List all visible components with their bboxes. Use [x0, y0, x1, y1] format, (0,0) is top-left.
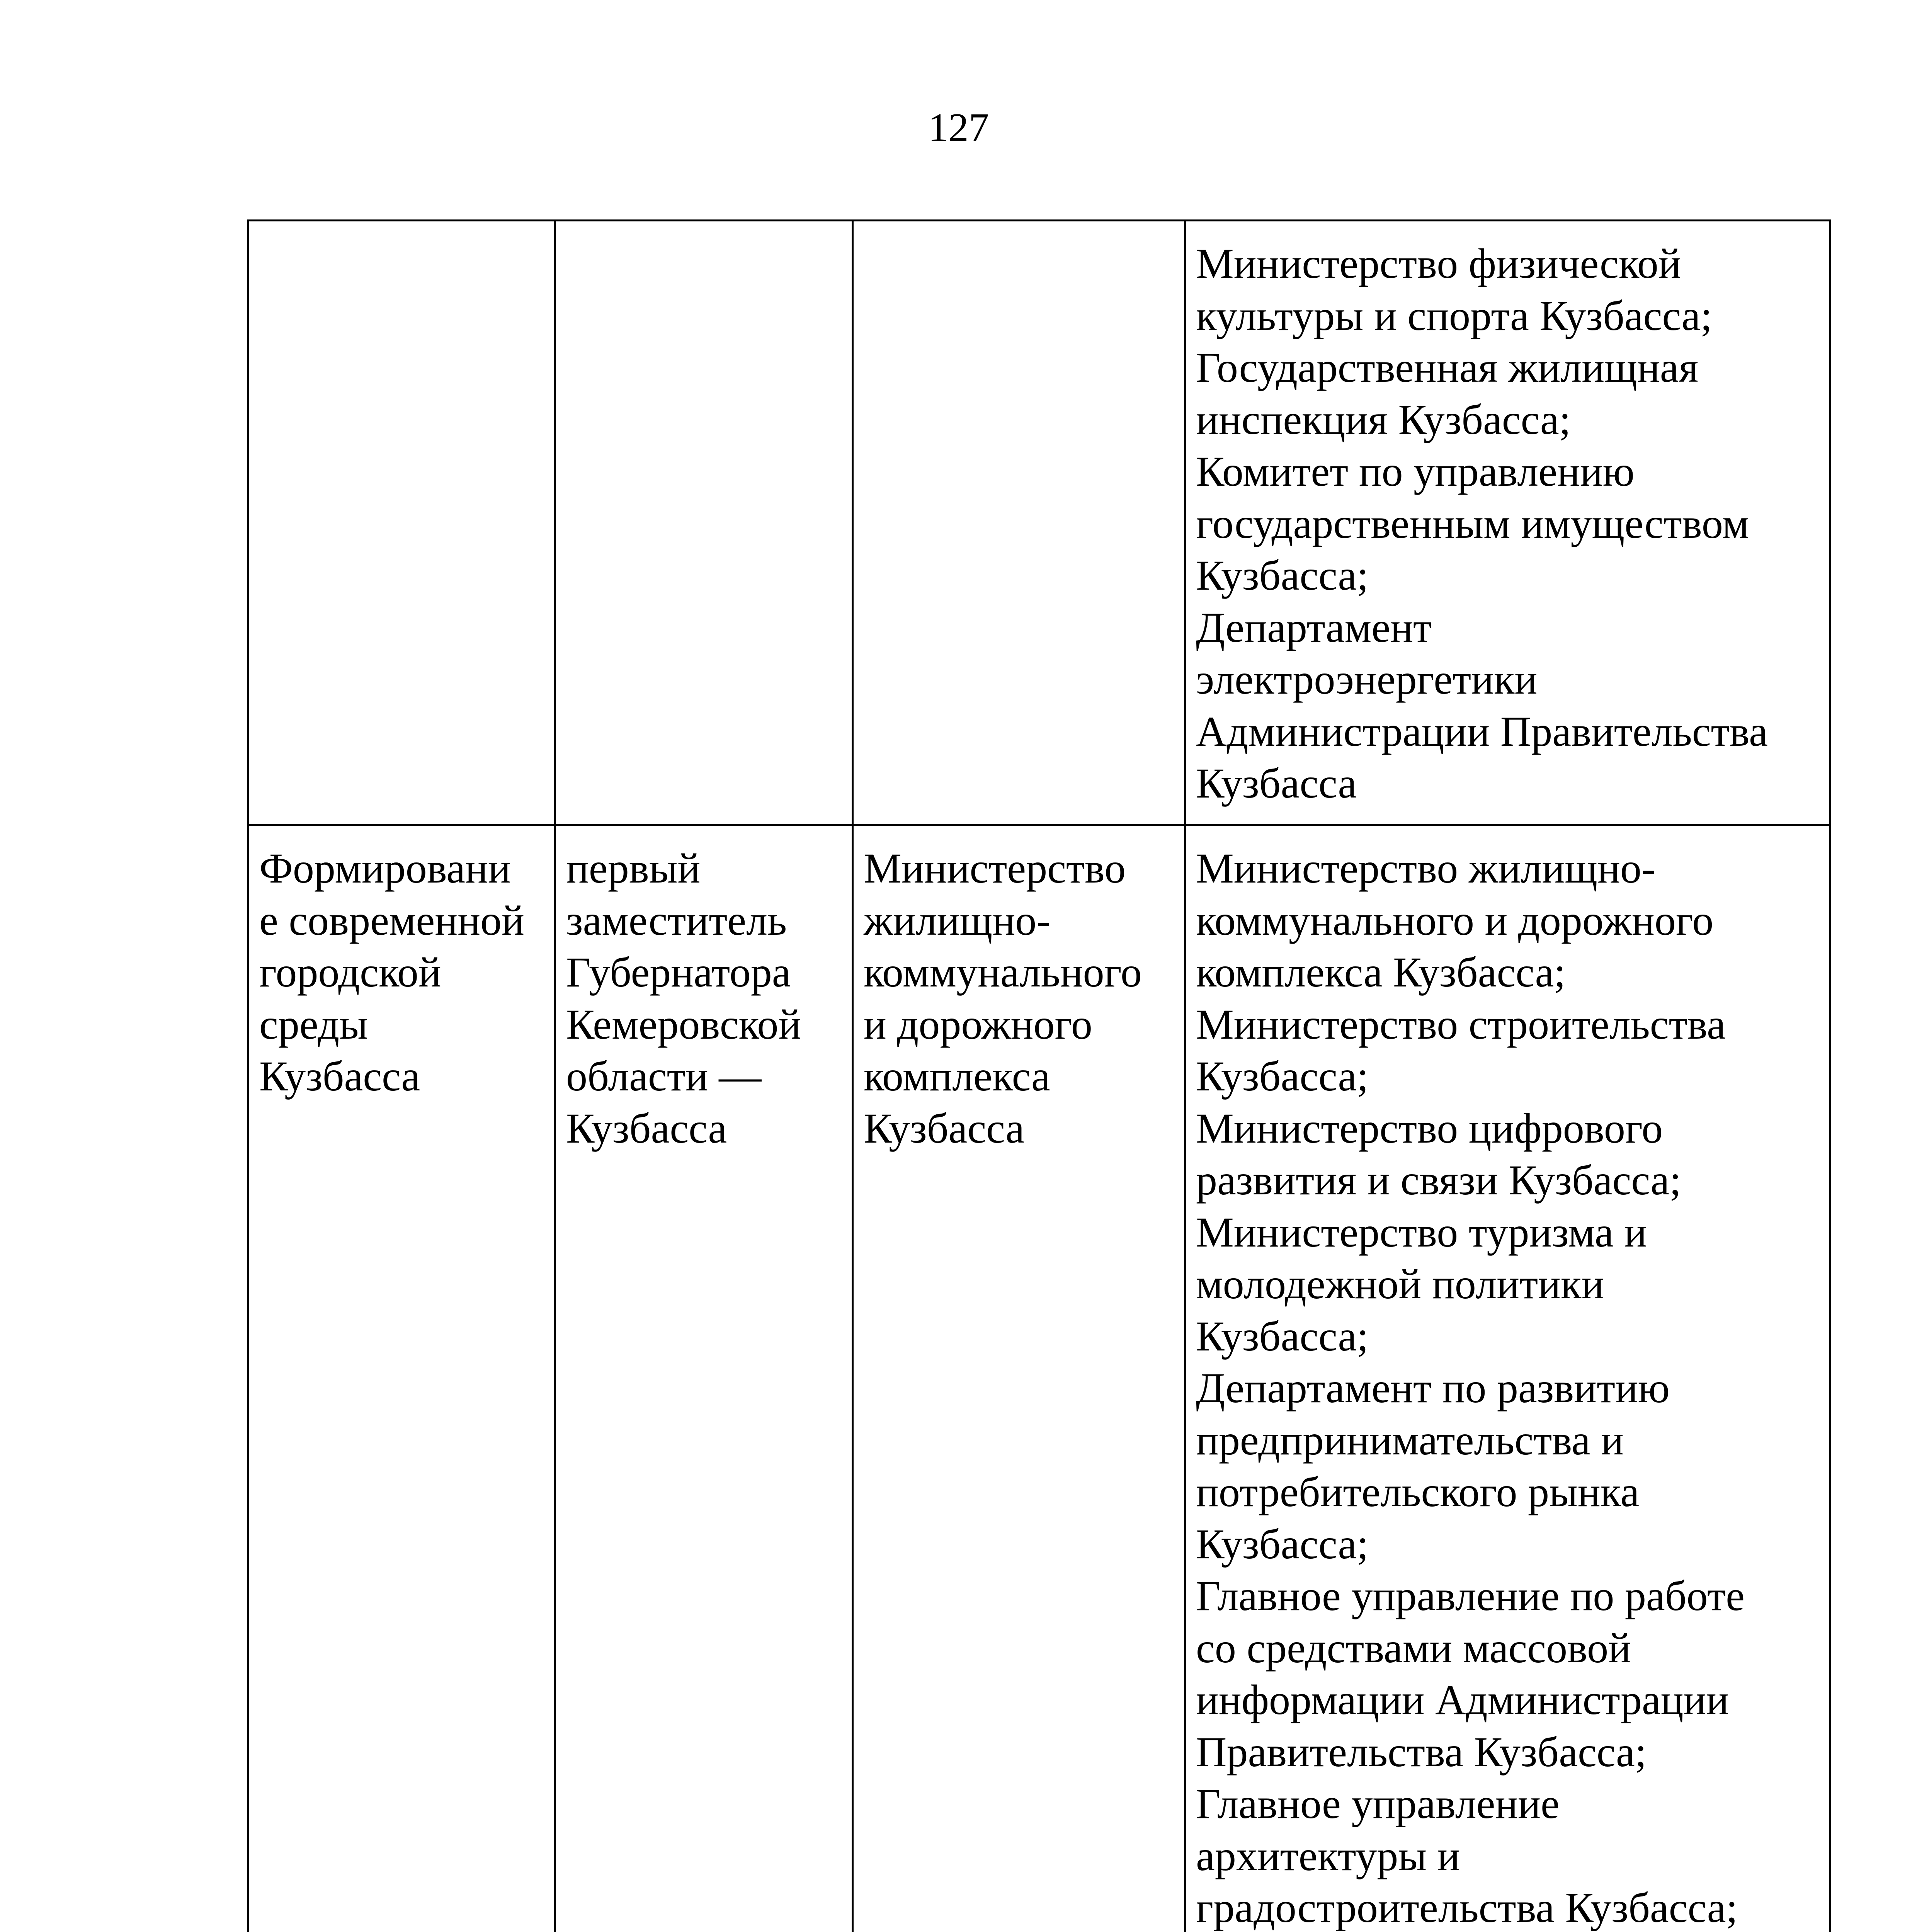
page-number: 127 — [928, 105, 989, 150]
cell-text-line: жилищно- — [864, 896, 1051, 944]
cell-text-line: культуры и спорта Кузбасса; — [1196, 292, 1713, 339]
cell-text-line: архитектуры и — [1196, 1832, 1460, 1879]
cell-text-line: Кузбасса — [259, 1053, 420, 1100]
cell-text-line: коммунального — [864, 949, 1142, 996]
cell-text-line: Формировани — [259, 845, 511, 892]
programs-table — [247, 219, 1831, 1932]
cell-text-line: городской — [259, 949, 441, 996]
curator-cell — [555, 825, 853, 1932]
cell-text-line: Министерство — [864, 845, 1126, 892]
table-row — [248, 825, 1830, 1932]
cell-text-line: потребительского рынка — [1196, 1468, 1640, 1515]
cell-text-line: Министерство туризма и — [1196, 1208, 1647, 1256]
cell-text-line: заместитель — [566, 896, 787, 944]
cell-text-line: Департамент по развитию — [1196, 1364, 1670, 1412]
cell-text-line: информации Администрации — [1196, 1676, 1729, 1723]
cell-text-line: со средствами массовой — [1196, 1624, 1631, 1672]
cell-text-line: Кузбасса — [864, 1104, 1025, 1152]
cell-text-line: первый — [566, 845, 701, 892]
cell-text-line: Министерство жилищно- — [1196, 845, 1656, 892]
cell-text-line: Главное управление — [1196, 1780, 1560, 1827]
responsible-cell — [853, 825, 1185, 1932]
participants-cell — [1185, 221, 1830, 825]
cell-text-line: Кузбасса; — [1196, 1312, 1369, 1360]
cell-text-line: Государственная жилищная — [1196, 344, 1699, 391]
cell-text-line: комплекса Кузбасса; — [1196, 949, 1566, 996]
cell-text-line: среды — [259, 1000, 368, 1048]
program-cell — [248, 221, 555, 825]
cell-text-line: предпринимательства и — [1196, 1416, 1624, 1464]
cell-text-line: Кемеровской — [566, 1000, 801, 1048]
cell-text-line: градостроительства Кузбасса; — [1196, 1884, 1738, 1931]
curator-cell — [555, 221, 853, 825]
cell-text-line: Департамент — [1196, 604, 1432, 651]
participants-cell — [1185, 825, 1830, 1932]
cell-text-line: коммунального и дорожного — [1196, 896, 1714, 944]
cell-text-line: Кузбасса; — [1196, 1520, 1369, 1568]
cell-text-line: области — — [566, 1053, 762, 1100]
cell-text-line: Министерство физической — [1196, 240, 1681, 287]
cell-text-line: Правительства Кузбасса; — [1196, 1728, 1647, 1776]
cell-text-line: Губернатора — [566, 949, 791, 996]
cell-text-line: Комитет по управлению — [1196, 448, 1635, 495]
cell-text-line: инспекция Кузбасса; — [1196, 396, 1571, 443]
cell-text-line: Кузбасса; — [1196, 1053, 1369, 1100]
cell-text-line: развития и связи Кузбасса; — [1196, 1156, 1681, 1204]
program-cell — [248, 825, 555, 1932]
responsible-cell — [853, 221, 1185, 825]
cell-text-line: Кузбасса; — [1196, 552, 1369, 599]
cell-text-line: Кузбасса — [566, 1104, 727, 1152]
cell-text-line: Кузбасса — [1196, 760, 1357, 807]
cell-text-line: Министерство строительства — [1196, 1000, 1726, 1048]
cell-text-line: Администрации Правительства — [1196, 707, 1768, 755]
cell-text-line: государственным имуществом — [1196, 500, 1749, 547]
cell-text-line: Министерство цифрового — [1196, 1104, 1663, 1152]
cell-text-line: молодежной политики — [1196, 1260, 1604, 1308]
cell-text-line: и дорожного — [864, 1000, 1092, 1048]
cell-text-line: е современной — [259, 896, 524, 944]
cell-text-line: комплекса — [864, 1053, 1050, 1100]
cell-text-line: Главное управление по работе — [1196, 1572, 1745, 1619]
cell-text-line: электроэнергетики — [1196, 656, 1538, 703]
table-row — [248, 221, 1830, 825]
